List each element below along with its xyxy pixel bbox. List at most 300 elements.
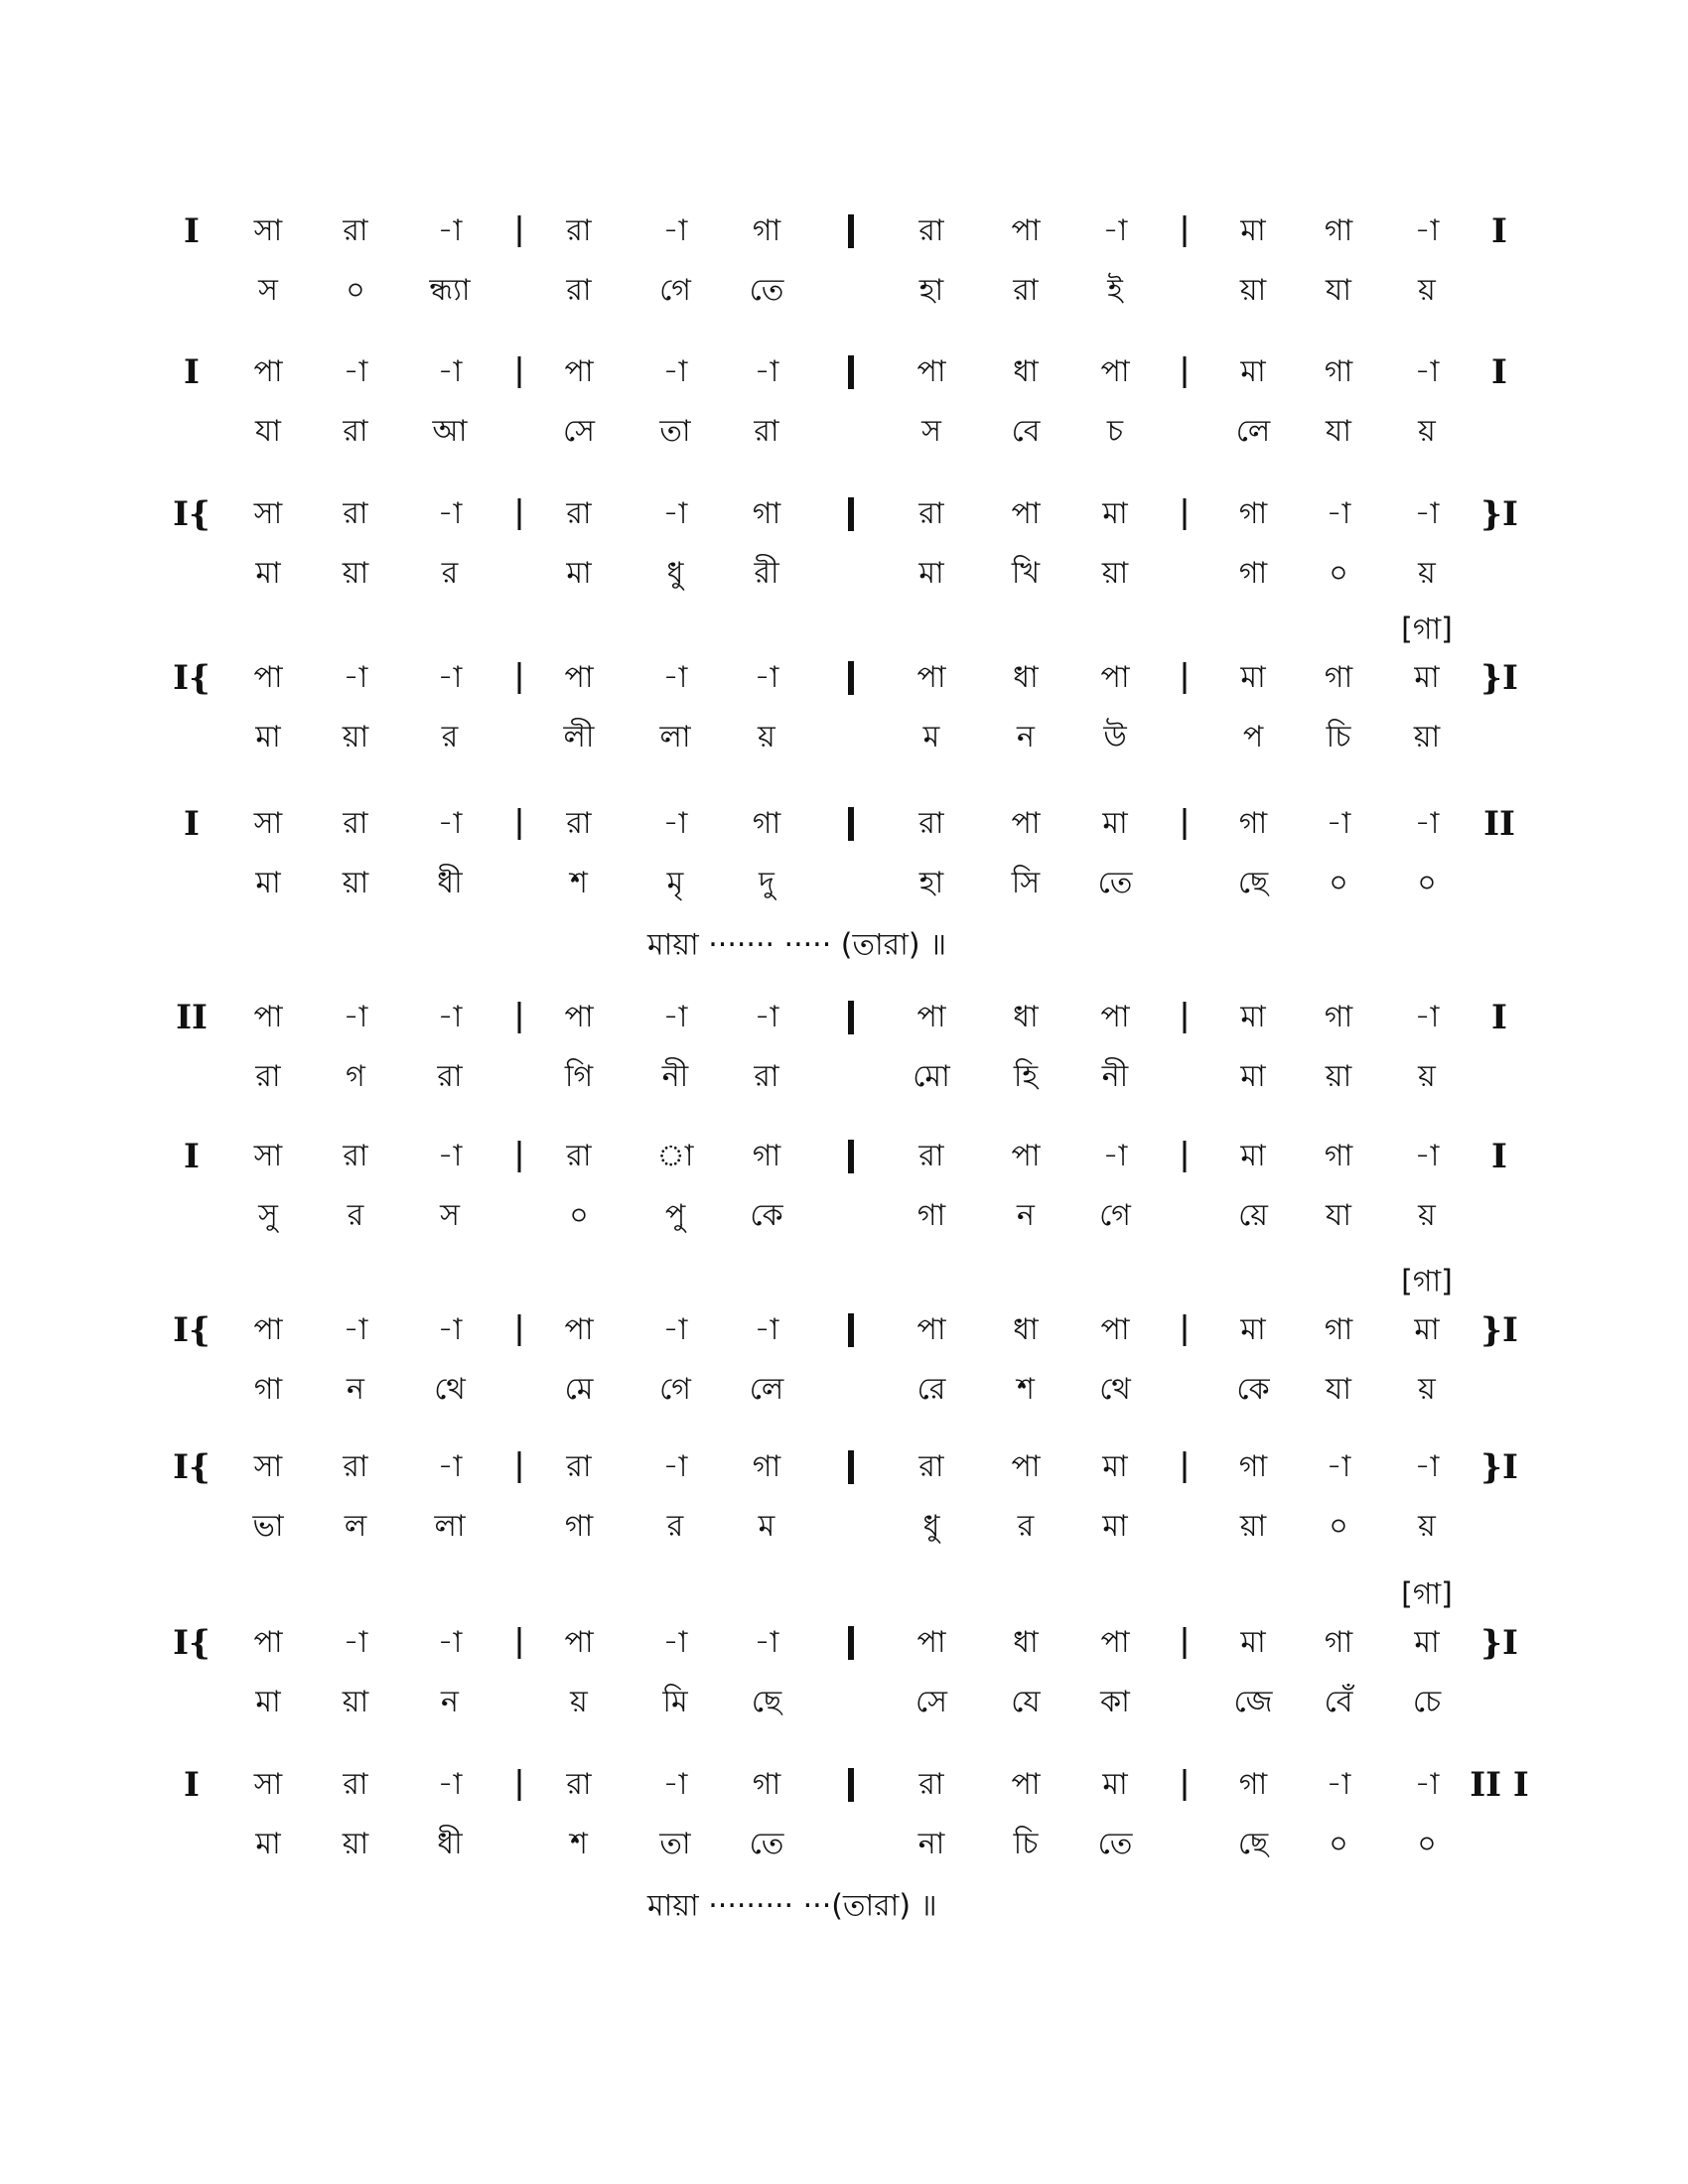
lyric-syllable: ম [758,1509,775,1544]
note: রা [566,1449,592,1484]
lyric-syllable: পু [664,1198,686,1233]
end-barline-mark: I [1491,352,1507,392]
lyric-syllable: ন [441,1685,459,1719]
lyric-syllable: য় [1418,1372,1436,1407]
lyric-syllable: রী [754,556,779,591]
note: রা [343,1449,368,1484]
lyric-syllable: নী [1101,1059,1129,1094]
end-barline-mark: }I [1480,1447,1518,1487]
start-barline-mark: I{ [173,1310,211,1350]
note: মা [1102,1767,1128,1802]
lyric-syllable: উ [1103,720,1127,754]
lyric-syllable: সে [915,1685,947,1719]
end-barline-mark: }I [1480,658,1518,698]
lyric-syllable: মা [918,556,944,591]
note: গা [1324,1000,1353,1034]
note: গা [752,1767,781,1802]
note: সা [253,806,283,841]
note: -া [1414,213,1440,248]
lyric-syllable: লে [1235,414,1271,449]
lyric-syllable: যা [1326,1372,1351,1407]
lyric-syllable: ধু [666,556,684,591]
measure-barline [848,214,854,248]
lyric-syllable: ০ [569,1198,589,1233]
note: -া [343,1312,368,1347]
lyric-syllable: ০ [1329,1509,1348,1544]
lyric-syllable: য় [570,1685,588,1719]
lyric-syllable: ০ [1329,1827,1348,1861]
lyric-syllable: মে [564,1372,594,1407]
note: গা [1324,1625,1353,1660]
measure-barline [518,1314,521,1346]
note: রা [566,496,592,531]
note: মা [1240,354,1266,389]
lyric-syllable: র [666,1509,684,1544]
note: পা [1100,354,1130,389]
note: সা [253,1767,283,1802]
lyric-syllable: তা [659,414,691,449]
refrain-line: মায়া ········· ···(তারা) ॥ [647,1888,937,1924]
note: পা [564,1000,594,1034]
refrain-line: মায়া ······· ····· (তারা) ॥ [647,927,947,963]
lyric-syllable: তা [659,1827,691,1861]
lyric-syllable: ভা [252,1509,284,1544]
lyric-syllable: ন [1017,720,1035,754]
measure-barline [518,1002,521,1033]
note: সা [253,1449,283,1484]
note: মা [1414,1312,1440,1347]
start-barline-mark: I{ [173,658,211,698]
lyric-syllable: ই [1107,273,1123,308]
start-barline-mark: II [176,998,208,1037]
lyric-syllable: রা [754,1059,779,1094]
note: গা [1238,496,1268,531]
start-barline-mark: I [184,352,200,392]
lyric-syllable: চি [1013,1827,1039,1861]
note: রা [918,496,944,531]
note: া [656,1139,694,1173]
lyric-syllable: তে [749,273,784,308]
lyric-syllable: য় [1418,556,1436,591]
note: রা [343,213,368,248]
lyric-syllable: স [921,414,941,449]
note: গা [752,1139,781,1173]
lyric-syllable: ছে [751,1685,782,1719]
note: রা [918,1139,944,1173]
lyric-syllable: রে [916,1372,946,1407]
lyric-syllable: রা [754,414,779,449]
lyric-syllable: ০ [346,273,365,308]
lyric-syllable: গা [916,1198,946,1233]
measure-barline [848,661,854,695]
start-barline-mark: I [184,1765,200,1805]
note: রা [918,1449,944,1484]
note: -া [662,806,688,841]
lyric-syllable: ০ [1417,1827,1437,1861]
lyric-syllable: মা [255,1685,281,1719]
lyric-syllable: খি [1011,556,1041,591]
note: রা [566,806,592,841]
lyric-syllable: হা [918,866,944,900]
note: রা [566,213,592,248]
note: গা [1238,1767,1268,1802]
lyric-syllable: চি [1326,720,1351,754]
note: -া [1414,1139,1440,1173]
lyric-syllable: রা [566,273,592,308]
note: পা [916,354,946,389]
end-barline-mark: I [1491,1137,1507,1176]
note: সা [253,213,283,248]
note: -া [437,1449,463,1484]
lyric-syllable: ল [344,1509,367,1544]
lyric-syllable: র [441,720,459,754]
lyric-syllable: রা [437,1059,463,1094]
lyric-syllable: মো [913,1059,950,1094]
end-barline-mark: }I [1480,494,1518,534]
lyric-syllable: য়া [342,866,369,900]
note: -া [437,354,463,389]
measure-barline [848,355,854,389]
measure-barline [848,497,854,531]
lyric-syllable: লা [434,1509,466,1544]
lyric-syllable: য়া [342,1827,369,1861]
note: পা [1100,1000,1130,1034]
lyric-syllable: কা [1100,1685,1130,1719]
note: পা [916,660,946,695]
note: -া [662,1312,688,1347]
lyric-syllable: য় [758,720,775,754]
measure-barline [1184,1002,1187,1033]
measure-barline [848,1313,854,1347]
lyric-syllable: হি [1013,1059,1039,1094]
note: -া [1414,1449,1440,1484]
start-barline-mark: I{ [173,1623,211,1663]
note: -া [754,1000,779,1034]
lyric-syllable: য় [1418,273,1436,308]
note: -া [754,660,779,695]
note: সা [253,496,283,531]
lyric-syllable: র [347,1198,364,1233]
lyric-syllable: ধী [437,866,463,900]
note: -া [662,1449,688,1484]
note: পা [1011,1139,1041,1173]
start-barline-mark: I{ [173,1447,211,1487]
lyric-syllable: প [1242,720,1264,754]
note: পা [1011,806,1041,841]
lyric-syllable: ন [1017,1198,1035,1233]
lyric-syllable: ন [347,1372,364,1407]
lyric-syllable: মি [662,1685,688,1719]
note: -া [437,806,463,841]
note: -া [754,354,779,389]
lyric-syllable: লে [749,1372,784,1407]
end-barline-mark: }I [1480,1623,1518,1663]
note: পা [916,1625,946,1660]
lyric-syllable: মা [1102,1509,1128,1544]
note: মা [1240,1139,1266,1173]
bracket-note: [গা] [1401,1264,1453,1299]
note: মা [1414,1625,1440,1660]
note: -া [1326,1767,1351,1802]
note: -া [1102,1139,1128,1173]
note: মা [1240,1625,1266,1660]
lyric-syllable: যা [255,414,281,449]
note: পা [253,1000,283,1034]
lyric-syllable: যা [1326,1198,1351,1233]
lyric-syllable: রা [1013,273,1039,308]
lyric-syllable: কে [1236,1372,1270,1407]
lyric-syllable: রা [255,1059,281,1094]
note: -া [1414,1000,1440,1034]
lyric-syllable: ০ [1329,556,1348,591]
note: পা [1100,1312,1130,1347]
note: -া [662,496,688,531]
note: -া [662,660,688,695]
note: মা [1102,496,1128,531]
measure-barline [518,356,521,388]
measure-barline [518,662,521,694]
note: গা [1324,1139,1353,1173]
note: পা [1011,1449,1041,1484]
note: সা [253,1139,283,1173]
note: -া [1102,213,1128,248]
start-barline-mark: I [184,804,200,844]
note: -া [754,1625,779,1660]
lyric-syllable: বে [1011,414,1041,449]
end-barline-mark: II I [1470,1765,1529,1805]
note: -া [437,1312,463,1347]
note: রা [918,213,944,248]
lyric-syllable: যা [1326,414,1351,449]
note: -া [437,1139,463,1173]
lyric-syllable: থে [434,1372,466,1407]
note: মা [1240,660,1266,695]
note: গা [752,496,781,531]
lyric-syllable: শ [570,1827,588,1861]
lyric-syllable: জে [1233,1685,1273,1719]
measure-barline [1184,1769,1187,1801]
note: -া [1414,806,1440,841]
note: পা [1100,660,1130,695]
end-barline-mark: II [1483,804,1515,844]
lyric-syllable: যা [1326,273,1351,308]
measure-barline [518,1769,521,1801]
note: -া [754,1312,779,1347]
lyric-syllable: বেঁ [1324,1685,1353,1719]
note: ধা [1013,1625,1039,1660]
lyric-syllable: সু [258,1198,278,1233]
lyric-syllable: স [258,273,278,308]
note: পা [916,1312,946,1347]
lyric-syllable: তে [749,1827,784,1861]
lyric-syllable: গ [346,1059,365,1094]
note: রা [343,496,368,531]
measure-barline [1184,662,1187,694]
note: গা [1238,1449,1268,1484]
lyric-syllable: যে [1011,1685,1041,1719]
note: -া [437,660,463,695]
lyric-syllable: য়া [1239,1509,1267,1544]
note: -া [437,1000,463,1034]
note: মা [1240,213,1266,248]
note: পা [1011,1767,1041,1802]
measure-barline [848,1768,854,1802]
lyric-syllable: চে [1412,1685,1442,1719]
lyric-syllable: নী [661,1059,689,1094]
note: -া [343,1625,368,1660]
note: -া [437,1625,463,1660]
note: -া [662,354,688,389]
lyric-syllable: ধু [922,1509,940,1544]
lyric-syllable: য়া [342,720,369,754]
lyric-syllable: শ [1017,1372,1035,1407]
start-barline-mark: I [184,1137,200,1176]
lyric-syllable: লী [563,720,595,754]
note: গা [1324,213,1353,248]
end-barline-mark: I [1491,998,1507,1037]
note: -া [1326,496,1351,531]
measure-barline [848,1626,854,1660]
lyric-syllable: র [441,556,459,591]
note: মা [1102,1449,1128,1484]
lyric-syllable: ০ [1329,866,1348,900]
note: মা [1414,660,1440,695]
lyric-syllable: য় [1418,1509,1436,1544]
lyric-syllable: গে [659,273,691,308]
lyric-syllable: চ [1106,414,1124,449]
note: গা [1324,660,1353,695]
lyric-syllable: ছে [1237,1827,1269,1861]
note: পা [1011,496,1041,531]
measure-barline [848,1001,854,1034]
note: রা [566,1139,592,1173]
note: গা [1238,806,1268,841]
lyric-syllable: মা [255,720,281,754]
note: -া [1414,354,1440,389]
lyric-syllable: য় [1418,1059,1436,1094]
note: পা [253,1625,283,1660]
note: -া [343,660,368,695]
note: মা [1240,1000,1266,1034]
lyric-syllable: য়া [1239,273,1267,308]
measure-barline [1184,215,1187,247]
end-barline-mark: I [1491,211,1507,251]
lyric-syllable: স [440,1198,460,1233]
lyric-syllable: য়ে [1238,1198,1268,1233]
lyric-syllable: ০ [1417,866,1437,900]
measure-barline [1184,356,1187,388]
lyric-syllable: গা [564,1509,594,1544]
note: রা [343,806,368,841]
note: ধা [1013,1312,1039,1347]
note: গা [752,1449,781,1484]
lyric-syllable: য় [1418,1198,1436,1233]
note: পা [564,1625,594,1660]
measure-barline [518,215,521,247]
note: -া [437,496,463,531]
lyric-syllable: থে [1099,1372,1131,1407]
lyric-syllable: সি [1011,866,1041,900]
lyric-syllable: সে [563,414,595,449]
note: মা [1102,806,1128,841]
lyric-syllable: হা [918,273,944,308]
note: গা [752,806,781,841]
note: -া [662,1767,688,1802]
note: রা [918,1767,944,1802]
lyric-syllable: য়া [1101,556,1129,591]
note: গা [1324,1312,1353,1347]
note: ধা [1013,660,1039,695]
lyric-syllable: য়া [1413,720,1441,754]
note: পা [1100,1625,1130,1660]
lyric-syllable: মা [255,866,281,900]
note: -া [662,1000,688,1034]
lyric-syllable: য়া [342,1685,369,1719]
note: -া [343,354,368,389]
measure-barline [518,1451,521,1483]
lyric-syllable: ন্ধ্যা [429,273,471,308]
note: রা [343,1767,368,1802]
note: -া [1414,1767,1440,1802]
note: রা [566,1767,592,1802]
bracket-note: [গা] [1401,1576,1453,1612]
measure-barline [1184,1141,1187,1172]
measure-barline [1184,808,1187,840]
measure-barline [1184,498,1187,530]
note: -া [437,213,463,248]
note: ধা [1013,1000,1039,1034]
lyric-syllable: গে [1099,1198,1131,1233]
lyric-syllable: তে [1097,866,1133,900]
measure-barline [848,1450,854,1484]
note: -া [343,1000,368,1034]
lyric-syllable: ছে [1237,866,1269,900]
measure-barline [848,807,854,841]
note: -া [1414,496,1440,531]
measure-barline [518,498,521,530]
note: মা [1240,1312,1266,1347]
lyric-syllable: ম [922,720,940,754]
lyric-syllable: দু [759,866,774,900]
lyric-syllable: মা [1240,1059,1266,1094]
note: পা [1011,213,1041,248]
lyric-syllable: না [917,1827,945,1861]
lyric-syllable: মা [566,556,592,591]
lyric-syllable: য় [1418,414,1436,449]
note: পা [253,354,283,389]
lyric-syllable: র [1017,1509,1035,1544]
note: পা [564,354,594,389]
measure-barline [1184,1451,1187,1483]
note: -া [1326,1449,1351,1484]
note: গা [1324,354,1353,389]
note: রা [343,1139,368,1173]
lyric-syllable: য়া [1325,1059,1352,1094]
measure-barline [1184,1627,1187,1659]
measure-barline [1184,1314,1187,1346]
note: -া [662,213,688,248]
measure-barline [518,808,521,840]
measure-barline [518,1627,521,1659]
measure-barline [518,1141,521,1172]
note: ধা [1013,354,1039,389]
note: পা [253,1312,283,1347]
lyric-syllable: গা [1238,556,1268,591]
lyric-syllable: রা [343,414,368,449]
note: পা [564,1312,594,1347]
lyric-syllable: লা [659,720,691,754]
start-barline-mark: I [184,211,200,251]
